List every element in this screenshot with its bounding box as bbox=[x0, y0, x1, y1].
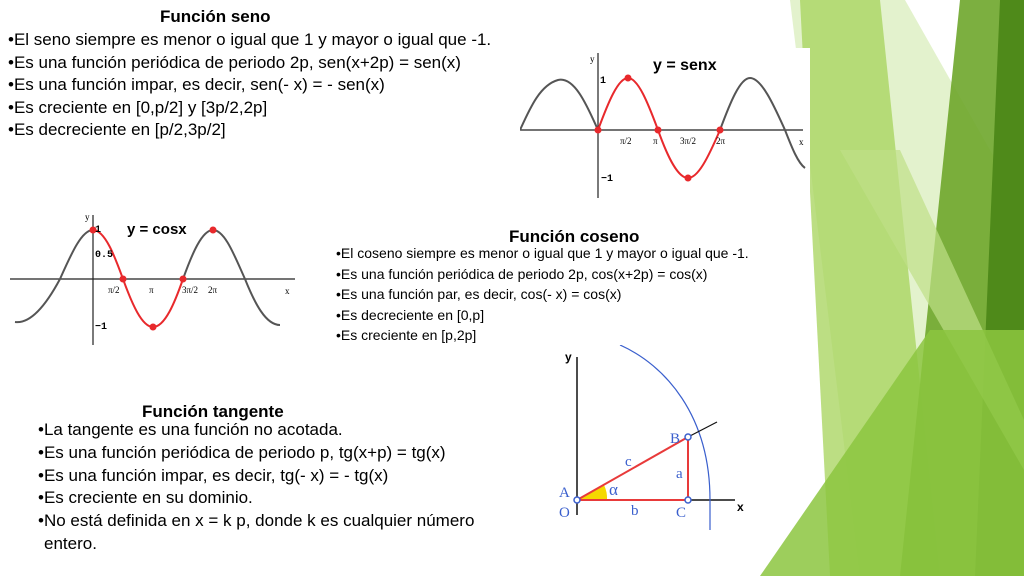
label-b: b bbox=[631, 503, 639, 519]
tan-x-label: x bbox=[737, 500, 744, 514]
cosine-tick-half: 0.5 bbox=[95, 250, 114, 261]
tangente-item-6: entero. bbox=[44, 533, 97, 553]
label-alpha: α bbox=[609, 480, 618, 499]
sine-tick-neg1: −1 bbox=[601, 174, 614, 185]
cosine-point-pi2 bbox=[120, 276, 127, 283]
cosine-xtick-4: 2π bbox=[208, 285, 218, 295]
label-c: c bbox=[625, 454, 632, 470]
sine-point-0 bbox=[595, 127, 602, 134]
label-O: O bbox=[559, 505, 570, 521]
tan-line-extension bbox=[688, 422, 717, 437]
cosine-point-2pi bbox=[210, 227, 217, 234]
sine-label: y = senx bbox=[653, 57, 717, 74]
tangent-diagram bbox=[545, 345, 775, 530]
sine-xtick-3: 3π/2 bbox=[680, 136, 697, 146]
coseno-item-2: • Es una función periódica de periodo 2p, cos(x+2p) = cos(x) bbox=[336, 264, 749, 285]
sine-graph bbox=[520, 48, 810, 203]
tangente-item-3: • Es una función impar, es decir, tg(- x) = - tg(x) bbox=[38, 465, 474, 488]
cosine-y-label: y bbox=[85, 212, 90, 222]
tangente-item-2: • Es una función periódica de periodo p, tg(x+p) = tg(x) bbox=[38, 442, 474, 465]
point-a bbox=[574, 497, 580, 503]
tangente-item-5: • No está definida en x = k p, donde k es cualquier número bbox=[38, 510, 474, 533]
sine-xtick-1: π/2 bbox=[620, 136, 632, 146]
cosine-xtick-1: π/2 bbox=[108, 285, 120, 295]
cosine-xtick-3: 3π/2 bbox=[182, 285, 199, 295]
coseno-item-1: • El coseno siempre es menor o igual que 1 y mayor o igual que -1. bbox=[336, 243, 749, 264]
label-B: B bbox=[670, 431, 681, 447]
label-C: C bbox=[676, 505, 687, 521]
cosine-point-3pi2 bbox=[180, 276, 187, 283]
cosine-label: y = cosx bbox=[127, 221, 187, 238]
sine-xtick-4: 2π bbox=[716, 136, 726, 146]
coseno-item-3: • Es una función par, es decir, cos(- x) = cos(x) bbox=[336, 284, 749, 305]
cosine-curve-right bbox=[183, 230, 280, 325]
seno-item-4: • Es creciente en [0,p/2] y [3p/2,2p] bbox=[8, 97, 491, 120]
cosine-tick-1: 1 bbox=[95, 225, 102, 236]
seno-item-1: • El seno siempre es menor o igual que 1 y mayor o igual que -1. bbox=[8, 29, 491, 52]
label-A: A bbox=[559, 485, 570, 501]
tangente-item-1: • La tangente es una función no acotada. bbox=[38, 419, 474, 442]
coseno-list bbox=[336, 243, 749, 346]
point-c bbox=[685, 497, 691, 503]
sine-tick-1: 1 bbox=[600, 76, 607, 87]
coseno-item-4: • Es decreciente en [0,p] bbox=[336, 305, 749, 326]
cosine-graph bbox=[10, 212, 300, 347]
cosine-point-min bbox=[150, 324, 157, 331]
sine-point-min bbox=[685, 175, 692, 182]
seno-item-2: • Es una función periódica de periodo 2p, sen(x+2p) = sen(x) bbox=[8, 52, 491, 75]
seno-list bbox=[8, 29, 491, 142]
sine-x-label: x bbox=[799, 137, 804, 147]
seno-title: Función seno bbox=[160, 7, 271, 26]
point-b bbox=[685, 434, 691, 440]
sine-point-max bbox=[625, 75, 632, 82]
tangente-title: Función tangente bbox=[142, 402, 284, 421]
sine-y-label: y bbox=[590, 54, 595, 64]
tan-y-label: y bbox=[565, 350, 572, 364]
cosine-xtick-2: π bbox=[149, 285, 154, 295]
label-a: a bbox=[676, 466, 683, 482]
coseno-item-5: • Es creciente en [p,2p] bbox=[336, 325, 749, 346]
cosine-x-label: x bbox=[285, 286, 290, 296]
sine-xtick-2: π bbox=[653, 136, 658, 146]
sine-curve-left bbox=[520, 80, 598, 130]
cosine-tick-neg1: −1 bbox=[95, 322, 108, 333]
sine-point-2pi bbox=[717, 127, 724, 134]
coseno-title: Función coseno bbox=[509, 227, 640, 246]
seno-item-5: • Es decreciente en [p/2,3p/2] bbox=[8, 119, 491, 142]
cosine-curve-left bbox=[15, 230, 93, 322]
tangente-item-4: • Es creciente en su dominio. bbox=[38, 487, 474, 510]
sine-curve-right bbox=[720, 78, 805, 168]
seno-item-3: • Es una función impar, es decir, sen(- x) = - sen(x) bbox=[8, 74, 491, 97]
sine-point-pi bbox=[655, 127, 662, 134]
tangente-list bbox=[38, 419, 474, 556]
